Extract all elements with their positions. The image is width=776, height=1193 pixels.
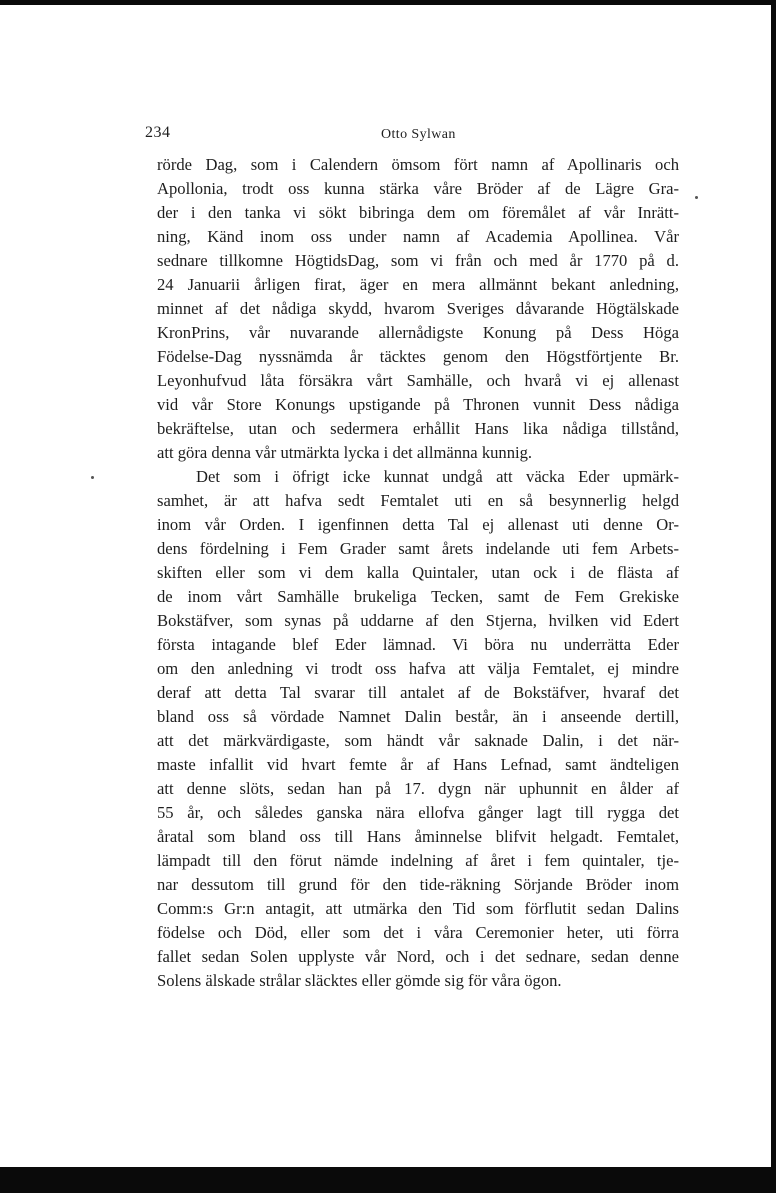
text-line: de inom vårt Samhälle brukeliga Tecken, samt de Fem Grekiske	[157, 587, 679, 606]
text-line: Det som i öfrigt icke kunnat undgå att väcka Eder upmärk-	[196, 467, 679, 486]
text-line: Solens älskade strålar släcktes eller gömde sig för våra ögon.	[157, 971, 562, 990]
text-line: bekräftelse, utan och sedermera erhållit Hans lika nådiga tillstånd,	[157, 419, 679, 438]
text-line: att denne slöts, sedan han på 17. dygn när uphunnit en ålder af	[157, 779, 679, 798]
text-line: vid vår Store Konungs upstigande på Thronen vunnit Dess nådiga	[157, 395, 679, 414]
text-line: minnet af det nådiga skydd, hvarom Sveriges dåvarande Högtälskade	[157, 299, 679, 318]
text-line: samhet, är att hafva sedt Femtalet uti en så besynnerlig helgd	[157, 491, 679, 510]
scan-border-bottom	[0, 1167, 776, 1193]
text-line: dens fördelning i Fem Grader samt årets indelande uti fem Arbets-	[157, 539, 679, 558]
text-line: KronPrins, vår nuvarande allernådigste Konung på Dess Höga	[157, 323, 679, 342]
text-line: om den anledning vi trodt oss hafva att välja Femtalet, ej mindre	[157, 659, 679, 678]
text-line: Leyonhufvud låta försäkra vårt Samhälle, och hvarå vi ej allenast	[157, 371, 679, 390]
text-line: sednare tillkomne HögtidsDag, som vi från och med år 1770 på d.	[157, 251, 679, 270]
scan-border-right	[771, 0, 776, 1193]
scan-speck	[695, 196, 698, 199]
text-line: 24 Januarii årligen firat, äger en mera allmännt bekant anledning,	[157, 275, 679, 294]
running-head: Otto Sylwan	[381, 127, 456, 142]
page-number: 234	[145, 124, 171, 141]
text-line: ning, Känd inom oss under namn af Academia Apollinea. Vår	[157, 227, 679, 246]
text-line: att göra denna vår utmärkta lycka i det allmänna kunnig.	[157, 443, 533, 462]
scan-border-top	[0, 0, 776, 5]
text-line: fallet sedan Solen upplyste vår Nord, och i det sednare, sedan denne	[157, 947, 679, 966]
text-line: skiften eller som vi dem kalla Quintaler, utan ock i de flästa af	[157, 563, 679, 582]
text-line: lämpadt till den förut nämde indelning af året i fem quintaler, tje-	[157, 851, 679, 870]
text-line: Apollonia, trodt oss kunna stärka våre Bröder af de Lägre Gra-	[157, 179, 679, 198]
text-line: inom vår Orden. I igenfinnen detta Tal ej allenast uti denne Or-	[157, 515, 679, 534]
text-line: maste infallit vid hvart femte år af Hans Lefnad, samt ändteligen	[157, 755, 679, 774]
scan-speck	[91, 476, 94, 479]
text-line: födelse och Död, eller som det i våra Ceremonier heter, uti förra	[157, 923, 679, 942]
text-line: nar dessutom till grund för den tide-räkning Sörjande Bröder inom	[157, 875, 679, 894]
text-line: rörde Dag, som i Calendern ömsom fört namn af Apollinaris och	[157, 155, 679, 174]
text-line: Födelse-Dag nyssnämda år täcktes genom den Högstförtjente Br.	[157, 347, 679, 366]
text-line: Comm:s Gr:n antagit, att utmärka den Tid som förflutit sedan Dalins	[157, 899, 679, 918]
text-line: deraf att detta Tal svarar till antalet af de Bokstäfver, hvaraf det	[157, 683, 679, 702]
text-line: bland oss så vördade Namnet Dalin består, än i anseende dertill,	[157, 707, 679, 726]
text-line: åratal som bland oss till Hans åminnelse blifvit helgadt. Femtalet,	[157, 827, 679, 846]
text-line: första intagande blef Eder lämnad. Vi böra nu underrätta Eder	[157, 635, 679, 654]
text-line: att det märkvärdigaste, som händt vår saknade Dalin, i det när-	[157, 731, 679, 750]
text-line: 55 år, och således ganska nära ellofva gånger lagt till rygga det	[157, 803, 679, 822]
text-line: Bokstäfver, som synas på uddarne af den Stjerna, hvilken vid Edert	[157, 611, 679, 630]
text-line: der i den tanka vi sökt bibringa dem om föremålet af vår Inrätt-	[157, 203, 679, 222]
